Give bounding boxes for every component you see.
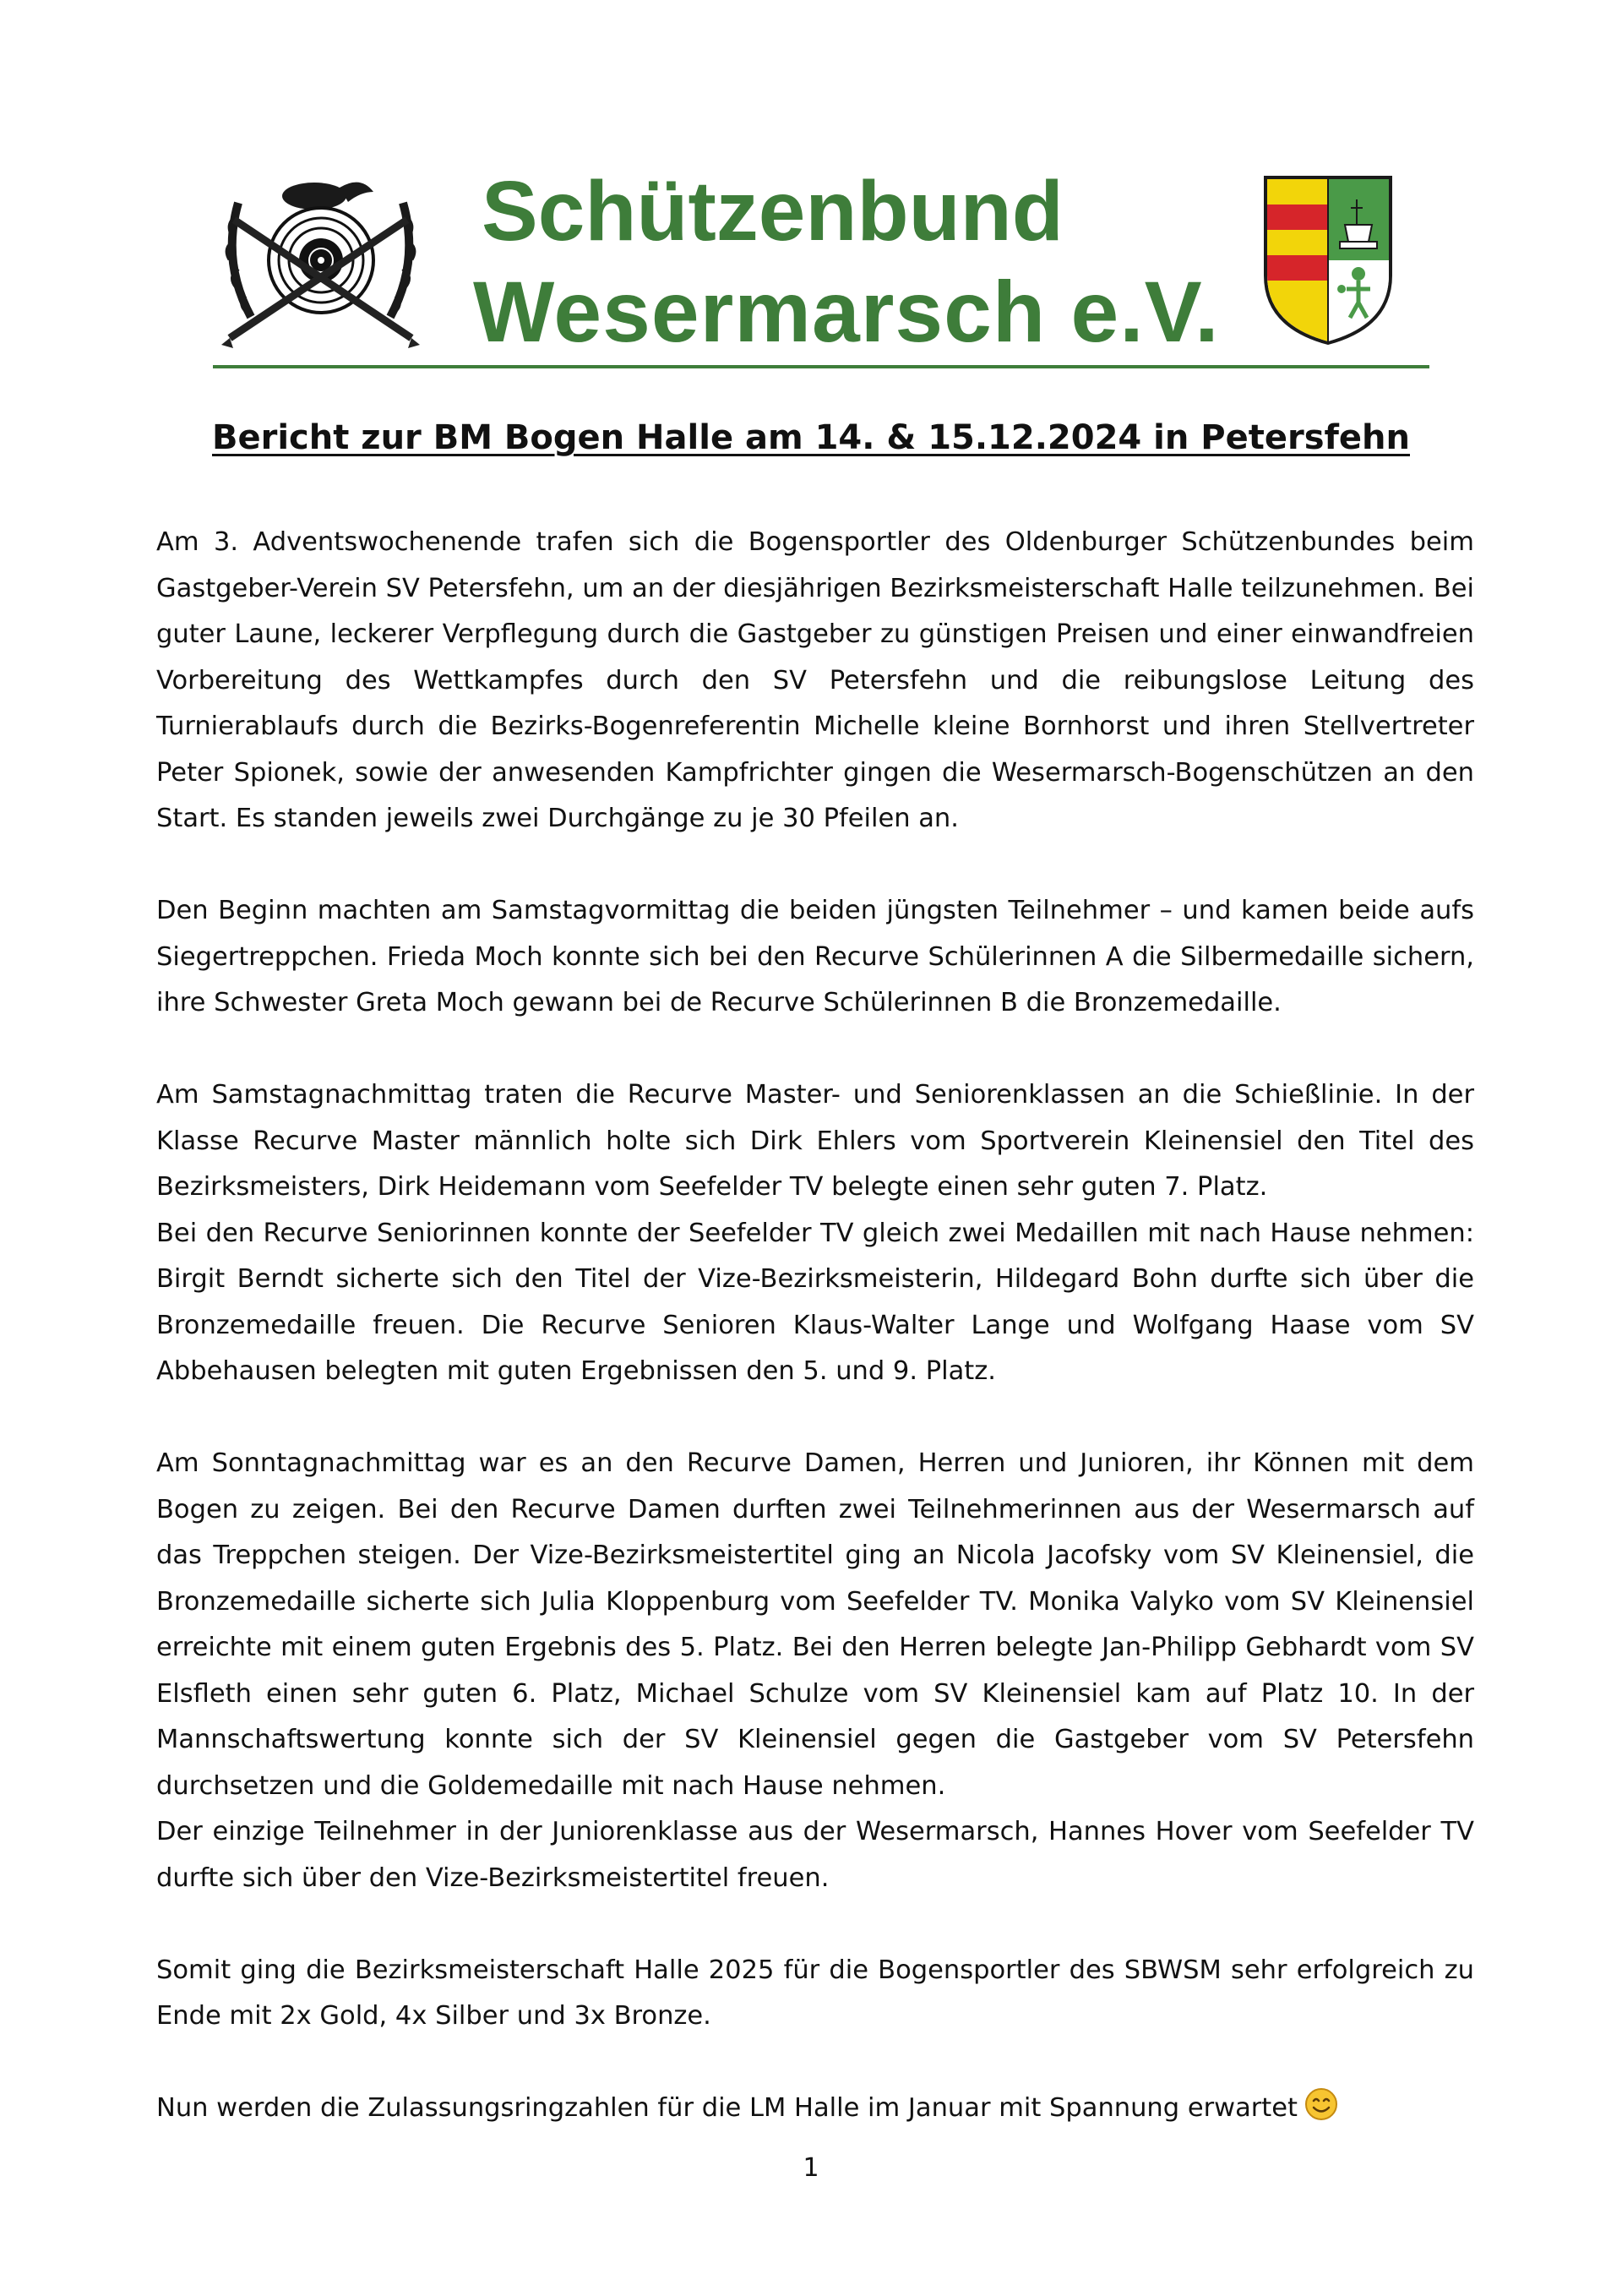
paragraph: Den Beginn machten am Samstagvormittag die beiden jüngsten Teilnehmer – und kamen beide aufs Siegertreppchen. Frieda Moch konnte sich bei den Recurve Schülerinnen A die Silbermedaille sichern, ihre Schwester Greta Moch gewann bei de Recurve Schülerinnen B die Bronzemedaille. (156, 896, 1474, 1017)
page-number: 1 (803, 2153, 819, 2183)
paragraph: Am Samstagnachmittag traten die Recurve Master- und Seniorenklassen an die Schießlinie. In der Klasse Recurve Master männlich holte sich Dirk Ehlers vom Sportverein Kleinensiel den Titel des Bezirksmeisters, Dirk Heidemann vom Seefelder TV belegte einen sehr guten 7. Platz. (156, 1080, 1474, 1202)
closing-text: Nun werden die Zulassungsringzahlen für die LM Halle im Januar mit Spannung erwartet (156, 2093, 1298, 2123)
paragraph: Bei den Recurve Seniorinnen konnte der Seefelder TV gleich zwei Medaillen mit nach Hause nehmen: Birgit Berndt sicherte sich den Titel der Vize-Bezirksmeisterin, Hildegard Bohn durfte sich über die Bronzemedaille freuen. Die Recurve Senioren Klaus-Walter Lange und Wolfgang Haase vom SV Abbehausen belegten mit guten Ergebnissen den 5. und 9. Platz. (156, 1218, 1474, 1386)
closing-paragraph (156, 2086, 1474, 2132)
letterhead (213, 164, 1429, 372)
paragraph: Am 3. Adventswochenende trafen sich die Bogensportler des Oldenburger Schützenbundes beim Gastgeber-Verein SV Petersfehn, um an der diesjährigen Bezirksmeisterschaft Halle teilzunehmen. Bei guter Laune, leckerer Verpflegung durch die Gastgeber zu günstigen Preisen und einer einwandfreien Vorbereitung des Wettkampfes durch den SV Petersfehn und die reibungslose Leitung des Turnierablaufs durch die Bezirks-Bogenreferentin Michelle kleine Bornhorst und ihren Stellvertreter Peter Spionek, sowie der anwesenden Kampfrichter gingen die Wesermarsch-Bogenschützen an den Start. Es standen jeweils zwei Durchgänge zu je 30 Pfeilen an. (156, 527, 1475, 833)
paragraph: Am Sonntagnachmittag war es an den Recurve Damen, Herren und Junioren, ihr Können mit dem Bogen zu zeigen. Bei den Recurve Damen durften zwei Teilnehmerinnen aus der Wesermarsch auf das Treppchen steigen. Der Vize-Bezirksmeistertitel ging an Nicola Jacofsky vom SV Kleinensiel, die Bronzemedaille sicherte sich Julia Kloppenburg vom Seefelder TV. Monika Valyko vom SV Kleinensiel erreichte mit einem guten Ergebnis des 5. Platz. Bei den Herren belegte Jan-Philipp Gebhardt vom SV Elsfleth einen sehr guten 6. Platz, Michael Schulze vom SV Kleinensiel kam auf Platz 10. In der Mannschaftswertung konnte sich der SV Kleinensiel gegen die Gastgeber vom SV Petersfehn durchsetzen und die Goldemedaille mit nach Hause nehmen. (156, 1448, 1474, 1801)
header-divider (213, 365, 1429, 368)
smiley-icon (1304, 2087, 1338, 2121)
club-name-line-2: Wesermarsch e.V. (473, 264, 1220, 360)
report-title: Bericht zur BM Bogen Halle am 14. & 15.12.2024 in Petersfehn (212, 418, 1410, 457)
paragraph: Somit ging die Bezirksmeisterschaft Halle 2025 für die Bogensportler des SBWSM sehr erfolgreich zu Ende mit 2x Gold, 4x Silber und 3x Bronze. (156, 1955, 1474, 2031)
report-body (156, 520, 1474, 2132)
shooting-club-emblem (213, 169, 428, 351)
wesermarsch-coat-of-arms-icon (1262, 174, 1394, 346)
paragraph: Der einzige Teilnehmer in der Juniorenklasse aus der Wesermarsch, Hannes Hover vom Seefelder TV durfte sich über den Vize-Bezirksmeistertitel freuen. (156, 1817, 1474, 1893)
club-name-line-1: Schützenbund (482, 164, 1064, 259)
